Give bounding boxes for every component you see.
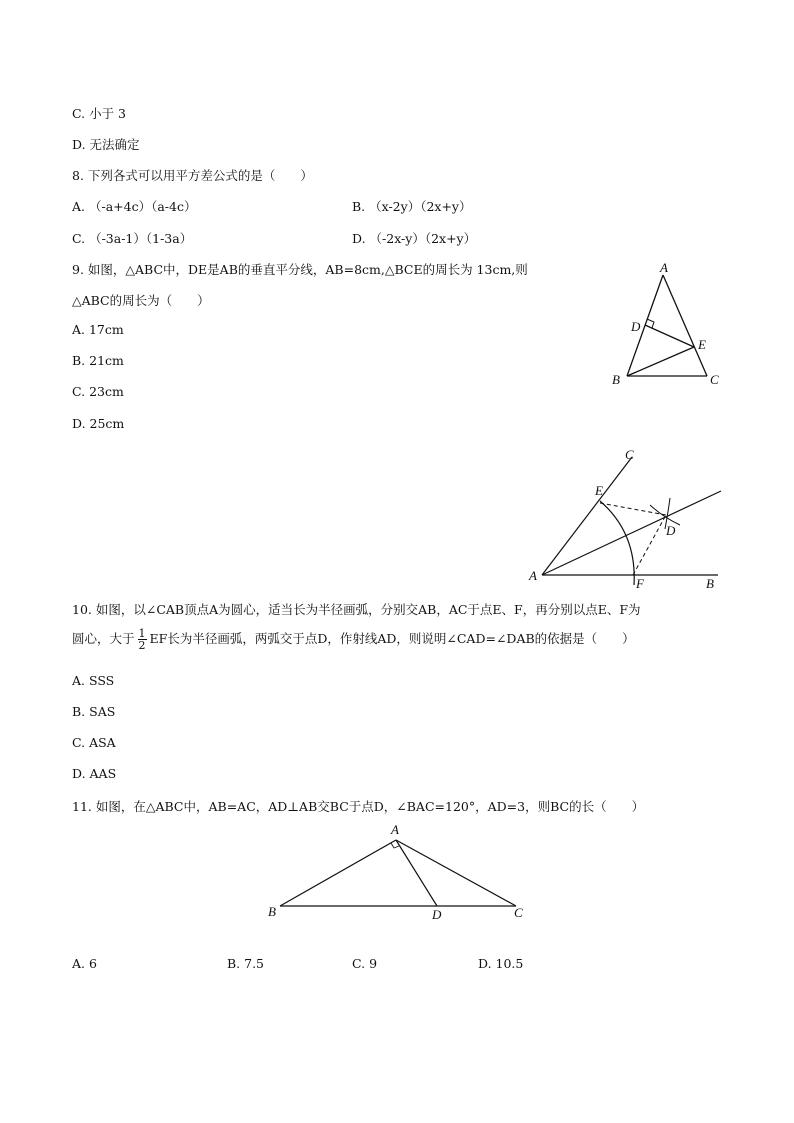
q8-option-c: C. （-3a-1）（1-3a）	[72, 231, 193, 246]
q10-option-b: B. SAS	[72, 704, 116, 719]
q10-label-a: A	[529, 568, 537, 583]
q11-triangle-figure	[260, 820, 540, 925]
q9-stem-line2: △ABC的周长为（ ）	[72, 293, 210, 308]
q9-label-b: B	[612, 372, 620, 387]
q9-stem-line1: 9. 如图，△ABC中，DE是AB的垂直平分线，AB=8cm,△BCE的周长为 13cm,则	[72, 262, 528, 277]
q10-angle-bisector-figure	[520, 445, 730, 595]
q9-label-a: A	[660, 260, 668, 275]
q9-option-b: B. 21cm	[72, 353, 124, 368]
q11-label-c: C	[514, 905, 523, 920]
q10-label-b: B	[706, 576, 714, 591]
q10-stem-line1: 10. 如图，以∠CAB顶点A为圆心，适当长为半径画弧，分别交AB，AC于点E、F，再分别以点E、F为	[72, 602, 641, 617]
q10-fraction-numerator: 1	[138, 627, 146, 640]
q10-label-f: F	[636, 576, 644, 591]
q8-stem: 8. 下列各式可以用平方差公式的是（ ）	[72, 168, 313, 183]
q10-label-c: C	[625, 447, 634, 462]
q9-option-a: A. 17cm	[72, 322, 124, 337]
q10-option-d: D. AAS	[72, 766, 117, 781]
q11-option-d: D. 10.5	[478, 956, 524, 971]
q11-option-c: C. 9	[352, 956, 378, 971]
q9-label-d: D	[631, 319, 641, 334]
q10-stem-line2-post: EF长为半径画弧，两弧交于点D，作射线AD，则说明∠CAD=∠DAB的依据是（ ）	[149, 631, 635, 646]
q8-option-b: B. （x-2y）（2x+y）	[352, 199, 472, 214]
q9-label-e: E	[698, 337, 706, 352]
q10-fraction	[138, 628, 147, 651]
q10-stem-line2-pre: 圆心，大于	[72, 631, 135, 646]
q10-stem-line2	[72, 628, 635, 651]
q11-stem: 11. 如图，在△ABC中，AB=AC，AD⊥AB交BC于点D，∠BAC=120°，AD=3，则BC的长（ ）	[72, 799, 645, 814]
q11-option-b: B. 7.5	[227, 956, 265, 971]
q9-option-c: C. 23cm	[72, 384, 124, 399]
q11-label-b: B	[268, 904, 276, 919]
q7-option-d: D. 无法确定	[72, 137, 140, 152]
q9-triangle-figure	[600, 258, 760, 398]
q10-option-a: A. SSS	[72, 673, 115, 688]
q7-option-c: C. 小于 3	[72, 106, 126, 121]
q8-option-a: A. （-a+4c）（a-4c）	[72, 199, 197, 214]
q11-option-a: A. 6	[72, 956, 97, 971]
q8-option-d: D. （-2x-y）（2x+y）	[352, 231, 477, 246]
q10-label-d: D	[666, 523, 676, 538]
q9-option-d: D. 25cm	[72, 416, 125, 431]
q11-label-d: D	[432, 907, 442, 922]
q9-label-c: C	[710, 372, 719, 387]
q11-label-a: A	[391, 822, 399, 837]
q10-option-c: C. ASA	[72, 735, 116, 750]
q10-label-e: E	[595, 483, 603, 498]
q10-fraction-denominator: 2	[138, 639, 146, 652]
